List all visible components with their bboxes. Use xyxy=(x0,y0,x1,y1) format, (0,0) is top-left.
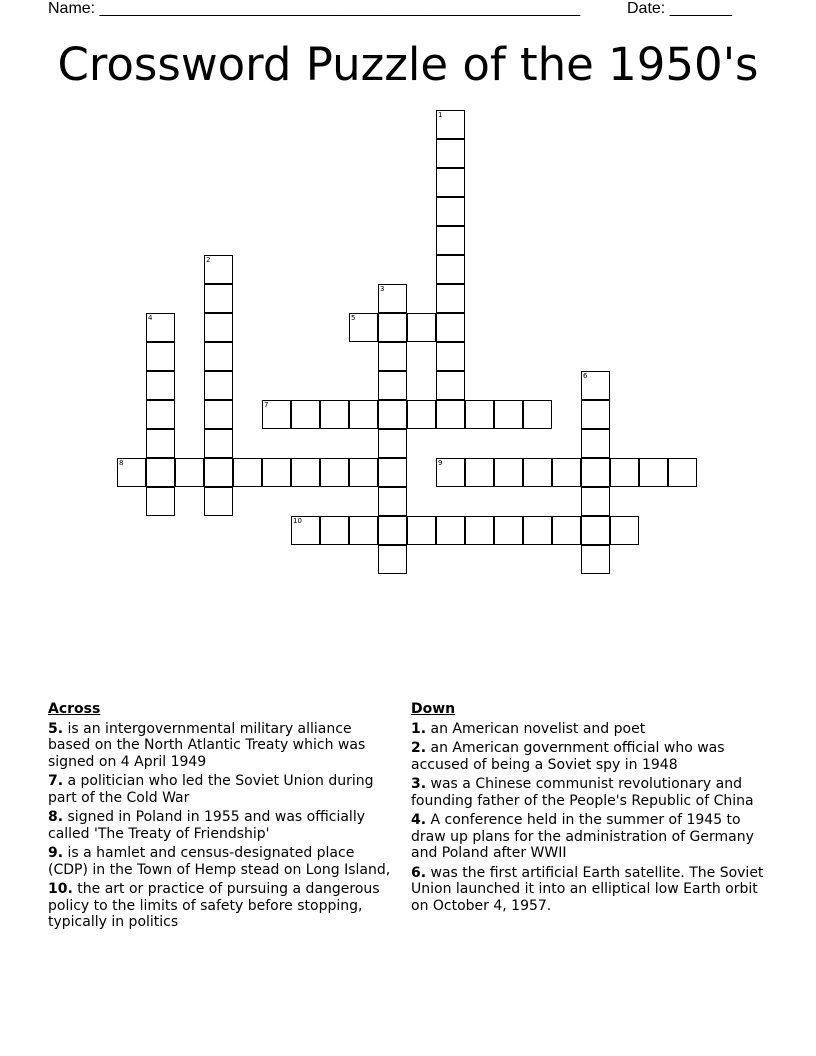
crossword-cell[interactable] xyxy=(378,429,407,458)
crossword-cell[interactable] xyxy=(378,487,407,516)
crossword-cell[interactable] xyxy=(610,516,639,545)
crossword-cell[interactable] xyxy=(291,400,320,429)
across-clue xyxy=(48,809,398,842)
crossword-cell[interactable] xyxy=(581,371,610,400)
clue-text: an American novelist and poet xyxy=(430,720,646,737)
cell-number: 1 xyxy=(438,111,443,119)
across-clue xyxy=(48,881,398,931)
crossword-cell[interactable] xyxy=(146,371,175,400)
crossword-cell[interactable] xyxy=(581,429,610,458)
down-clue xyxy=(411,740,771,773)
clue-text: the art or practice of pursuing a dangerous policy to the limits of safety before stopping, typically in politics xyxy=(48,881,380,930)
crossword-cell[interactable] xyxy=(523,400,552,429)
clue-number: 7. xyxy=(48,773,64,789)
crossword-cell[interactable] xyxy=(610,458,639,487)
clue-text: signed in Poland in 1955 and was officially called 'The Treaty of Friendship' xyxy=(48,809,365,842)
date-field-label: Date: _______ xyxy=(627,0,732,17)
crossword-cell[interactable] xyxy=(407,516,436,545)
down-clue xyxy=(411,865,771,915)
crossword-cell[interactable] xyxy=(436,255,465,284)
crossword-cell[interactable] xyxy=(262,458,291,487)
down-clue xyxy=(411,721,771,738)
crossword-cell[interactable] xyxy=(494,400,523,429)
crossword-cell[interactable] xyxy=(146,458,175,487)
crossword-cell[interactable] xyxy=(465,400,494,429)
across-clues xyxy=(48,701,398,934)
cell-number: 4 xyxy=(148,314,153,322)
cell-number: 10 xyxy=(293,517,302,525)
crossword-cell[interactable] xyxy=(552,516,581,545)
crossword-cell[interactable] xyxy=(436,139,465,168)
crossword-cell[interactable] xyxy=(320,400,349,429)
crossword-cell[interactable] xyxy=(291,458,320,487)
crossword-cell[interactable] xyxy=(436,284,465,313)
crossword-cell[interactable] xyxy=(204,255,233,284)
crossword-cell[interactable] xyxy=(581,400,610,429)
crossword-cell[interactable] xyxy=(378,400,407,429)
crossword-cell[interactable] xyxy=(175,458,204,487)
crossword-cell[interactable] xyxy=(494,458,523,487)
crossword-cell[interactable] xyxy=(233,458,262,487)
crossword-cell[interactable] xyxy=(436,371,465,400)
crossword-cell[interactable] xyxy=(146,487,175,516)
down-heading: Down xyxy=(411,701,456,717)
clue-text: was the first artificial Earth satellite. The Soviet Union launched it into an elliptical low Earth orbit on October 4, 1957. xyxy=(411,864,764,914)
cell-number: 8 xyxy=(119,459,124,467)
crossword-cell[interactable] xyxy=(436,110,465,139)
clue-text: A conference held in the summer of 1945 to draw up plans for the administration of Germany and Poland after WWII xyxy=(411,812,754,861)
clue-text: is an intergovernmental military alliance based on the North Atlantic Treaty which was signed on 4 April 1949 xyxy=(48,720,366,770)
crossword-cell[interactable] xyxy=(291,516,320,545)
cell-number: 9 xyxy=(438,459,443,467)
crossword-cell[interactable] xyxy=(146,429,175,458)
crossword-cell[interactable] xyxy=(436,168,465,197)
down-clue xyxy=(411,812,771,862)
crossword-cell[interactable] xyxy=(117,458,146,487)
crossword-cell[interactable] xyxy=(523,516,552,545)
crossword-cell[interactable] xyxy=(465,458,494,487)
cell-number: 5 xyxy=(351,314,356,322)
crossword-cell[interactable] xyxy=(552,458,581,487)
down-clue xyxy=(411,776,771,809)
clue-text: is a hamlet and census-designated place (CDP) in the Town of Hemp stead on Long Island, xyxy=(48,845,391,878)
crossword-cell[interactable] xyxy=(407,313,436,342)
crossword-cell[interactable] xyxy=(204,371,233,400)
crossword-cell[interactable] xyxy=(581,516,610,545)
crossword-cell[interactable] xyxy=(320,516,349,545)
crossword-cell[interactable] xyxy=(262,400,291,429)
crossword-cell[interactable] xyxy=(639,458,668,487)
crossword-cell[interactable] xyxy=(349,458,378,487)
crossword-cell[interactable] xyxy=(349,400,378,429)
crossword-cell[interactable] xyxy=(581,545,610,574)
crossword-cell[interactable] xyxy=(204,400,233,429)
crossword-cell[interactable] xyxy=(436,313,465,342)
crossword-cell[interactable] xyxy=(204,284,233,313)
clue-number: 2. xyxy=(411,740,427,756)
crossword-cell[interactable] xyxy=(320,458,349,487)
crossword-cell[interactable] xyxy=(436,226,465,255)
name-field-label: Name: ______________________________________________________ xyxy=(48,0,581,17)
clue-number: 8. xyxy=(48,809,64,825)
crossword-cell[interactable] xyxy=(436,516,465,545)
across-clue xyxy=(48,721,398,771)
cell-number: 7 xyxy=(264,401,269,409)
across-clue xyxy=(48,845,398,878)
crossword-cell[interactable] xyxy=(581,487,610,516)
crossword-cell[interactable] xyxy=(436,400,465,429)
cell-number: 2 xyxy=(206,256,211,264)
cell-number: 3 xyxy=(380,285,385,293)
crossword-cell[interactable] xyxy=(378,284,407,313)
crossword-cell[interactable] xyxy=(378,371,407,400)
clue-text: an American government official who was accused of being a Soviet spy in 1948 xyxy=(411,740,725,773)
crossword-cell[interactable] xyxy=(349,516,378,545)
crossword-cell[interactable] xyxy=(436,342,465,371)
clue-text: a politician who led the Soviet Union during part of the Cold War xyxy=(48,773,374,806)
crossword-cell[interactable] xyxy=(494,516,523,545)
clue-text: was a Chinese communist revolutionary and founding father of the People's Republic of China xyxy=(411,776,754,809)
crossword-cell[interactable] xyxy=(349,313,378,342)
crossword-cell[interactable] xyxy=(146,342,175,371)
clue-number: 6. xyxy=(411,864,427,881)
crossword-cell[interactable] xyxy=(204,429,233,458)
crossword-cell[interactable] xyxy=(436,458,465,487)
clue-number: 1. xyxy=(411,720,427,737)
crossword-cell[interactable] xyxy=(378,545,407,574)
crossword-cell[interactable] xyxy=(668,458,697,487)
clue-number: 3. xyxy=(411,776,427,792)
clue-number: 5. xyxy=(48,720,64,737)
cell-number: 6 xyxy=(583,372,588,380)
crossword-cell[interactable] xyxy=(523,458,552,487)
clue-number: 4. xyxy=(411,812,427,828)
crossword-cell[interactable] xyxy=(204,487,233,516)
crossword-cell[interactable] xyxy=(204,313,233,342)
crossword-cell[interactable] xyxy=(146,400,175,429)
crossword-cell[interactable] xyxy=(146,313,175,342)
across-clue xyxy=(48,773,398,806)
clue-number: 10. xyxy=(48,881,73,897)
crossword-cell[interactable] xyxy=(407,400,436,429)
crossword-cell[interactable] xyxy=(378,313,407,342)
crossword-cell[interactable] xyxy=(204,458,233,487)
crossword-cell[interactable] xyxy=(378,342,407,371)
page-title: Crossword Puzzle of the 1950's xyxy=(57,38,759,91)
crossword-cell[interactable] xyxy=(581,458,610,487)
across-heading: Across xyxy=(48,701,101,717)
crossword-cell[interactable] xyxy=(436,197,465,226)
clue-number: 9. xyxy=(48,845,64,861)
crossword-cell[interactable] xyxy=(378,458,407,487)
crossword-cell[interactable] xyxy=(204,342,233,371)
crossword-cell[interactable] xyxy=(378,516,407,545)
crossword-cell[interactable] xyxy=(465,516,494,545)
down-clues xyxy=(411,701,771,917)
